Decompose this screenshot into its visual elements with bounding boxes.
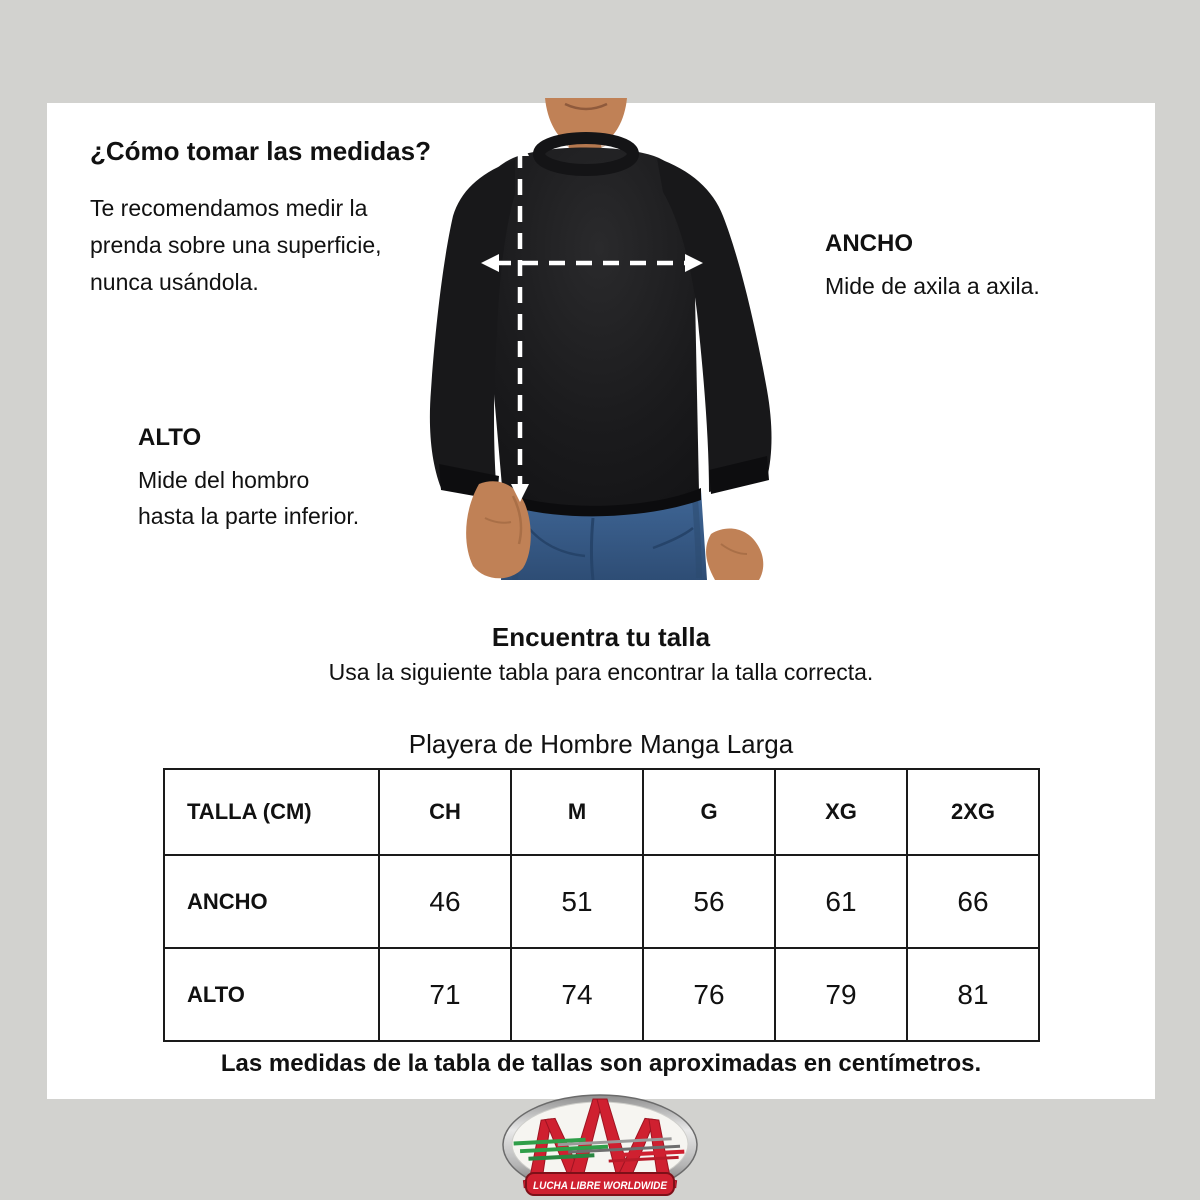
header-g: G — [643, 769, 775, 855]
ancho-g: 56 — [643, 855, 775, 948]
aaa-logo — [500, 1093, 700, 1200]
table-row-alto — [164, 948, 1039, 1041]
alto-desc — [138, 462, 359, 534]
ancho-m: 51 — [511, 855, 643, 948]
header-m: M — [511, 769, 643, 855]
alto-line: Mide del hombro — [138, 467, 310, 493]
table-caption: Playera de Hombre Manga Larga — [408, 729, 794, 759]
alto-ch: 71 — [379, 948, 511, 1041]
alto-xg: 79 — [775, 948, 907, 1041]
howto-body — [90, 190, 382, 301]
ancho-xg: 61 — [775, 855, 907, 948]
howto-title: ¿Cómo tomar las medidas? — [90, 136, 431, 166]
row-label-ancho: ANCHO — [164, 855, 379, 948]
header-ch: CH — [379, 769, 511, 855]
table-row-ancho — [164, 855, 1039, 948]
table-footnote: Las medidas de la tabla de tallas son aproximadas en centímetros. — [220, 1050, 982, 1077]
ancho-desc: Mide de axila a axila. — [825, 273, 1040, 299]
howto-line: prenda sobre una superficie, — [90, 232, 382, 258]
header-xg: XG — [775, 769, 907, 855]
find-size-subtitle: Usa la siguiente tabla para encontrar la talla correcta. — [328, 659, 874, 685]
row-label-alto: ALTO — [164, 948, 379, 1041]
find-size-title: Encuentra tu talla — [491, 622, 711, 652]
alto-title: ALTO — [138, 424, 202, 451]
table-header-row — [164, 769, 1039, 855]
alto-callout — [138, 424, 359, 534]
header-talla: TALLA (CM) — [164, 769, 379, 855]
alto-m: 74 — [511, 948, 643, 1041]
model-photo — [415, 98, 805, 580]
ancho-callout — [825, 230, 1040, 304]
size-table — [163, 768, 1040, 1042]
ancho-ch: 46 — [379, 855, 511, 948]
alto-g: 76 — [643, 948, 775, 1041]
alto-2xg: 81 — [907, 948, 1039, 1041]
ancho-title: ANCHO — [825, 230, 913, 257]
howto-line: nunca usándola. — [90, 269, 259, 295]
ancho-2xg: 66 — [907, 855, 1039, 948]
header-2xg: 2XG — [907, 769, 1039, 855]
alto-line: hasta la parte inferior. — [138, 503, 360, 529]
logo-tagline: LUCHA LIBRE WORLDWIDE — [533, 1180, 668, 1192]
howto-line: Te recomendamos medir la — [90, 195, 368, 221]
